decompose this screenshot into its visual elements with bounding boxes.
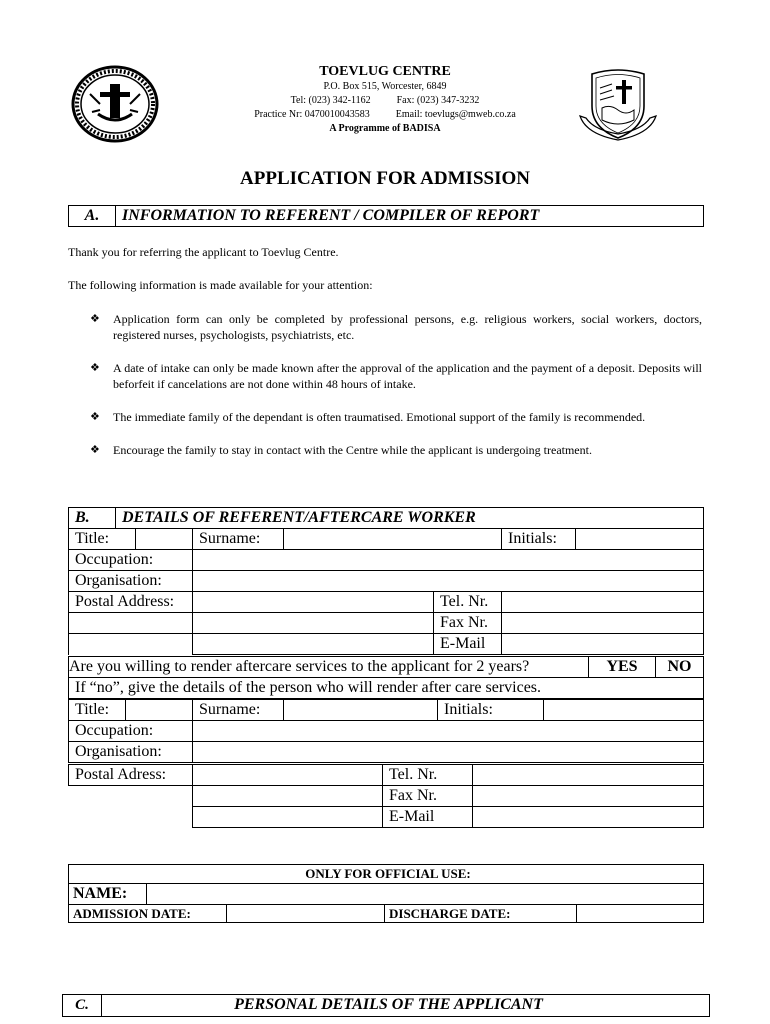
occupation-label: Occupation: — [69, 550, 193, 571]
postal-address-field-2a[interactable] — [193, 765, 383, 786]
section-a-bar — [68, 205, 704, 227]
organisation-field-2[interactable] — [193, 742, 704, 763]
diamond-bullet-icon: ❖ — [90, 411, 100, 423]
postal-address-field-2c[interactable] — [193, 807, 383, 828]
official-use-heading: ONLY FOR OFFICIAL USE: — [69, 865, 704, 884]
postal-address-field-2[interactable] — [69, 613, 193, 634]
title-field[interactable] — [136, 529, 193, 550]
name-label: NAME: — [69, 884, 147, 905]
title-label: Title: — [69, 529, 136, 550]
postal-address-label: Postal Address: — [69, 592, 193, 613]
surname-field[interactable] — [284, 529, 502, 550]
yes-option[interactable]: YES — [589, 657, 656, 678]
surname-label-2: Surname: — [193, 700, 284, 721]
postal-address-field-2b[interactable] — [193, 786, 383, 807]
admission-date-label: ADMISSION DATE: — [69, 905, 227, 923]
occupation-field[interactable] — [193, 550, 704, 571]
bullet-text: A date of intake can only be made known after the approval of the application and the payment of a deposit. Deposits will beforfeit if cancelations are not done within 48 hours of intake. — [113, 361, 702, 391]
postal-address-field-3[interactable] — [193, 613, 434, 634]
letterhead — [190, 64, 580, 136]
tel-label-2: Tel. Nr. — [383, 765, 473, 786]
bullet-text: Encourage the family to stay in contact with the Centre while the applicant is undergoing treatment. — [113, 443, 592, 457]
title-field-2[interactable] — [126, 700, 193, 721]
discharge-date-field[interactable] — [577, 905, 704, 923]
fax-field[interactable] — [502, 613, 704, 634]
list-item — [90, 409, 702, 425]
section-c-heading: PERSONAL DETAILS OF THE APPLICANT — [234, 996, 543, 1013]
practice-number: Practice Nr: 0470010043583 — [254, 109, 370, 120]
fax-label-2: Fax Nr. — [383, 786, 473, 807]
list-item — [90, 360, 702, 392]
organisation-label: Organisation: — [69, 571, 193, 592]
fax-number: Fax: (023) 347-3232 — [396, 95, 480, 106]
title-label-2: Title: — [69, 700, 126, 721]
bullet-text: The immediate family of the dependant is often traumatised. Emotional support of the family is recommended. — [113, 410, 646, 424]
occupation-field-2[interactable] — [193, 721, 704, 742]
badisa-seal-logo — [70, 64, 160, 144]
diamond-bullet-icon: ❖ — [90, 362, 100, 374]
diamond-bullet-icon: ❖ — [90, 444, 100, 456]
organisation-field[interactable] — [193, 571, 704, 592]
intro-thank-you: Thank you for referring the applicant to Toevlug Centre. — [68, 245, 339, 259]
email-field-2[interactable] — [473, 807, 704, 828]
name-field[interactable] — [147, 884, 704, 905]
practice-email-line — [190, 108, 580, 122]
email-address: Email: toevlugs@mweb.co.za — [395, 109, 516, 120]
organisation-label-2: Organisation: — [69, 742, 193, 763]
intro-attention: The following information is made available for your attention: — [68, 278, 373, 292]
initials-field[interactable] — [576, 529, 704, 550]
admission-date-field[interactable] — [227, 905, 385, 923]
surname-field-2[interactable] — [284, 700, 438, 721]
initials-label: Initials: — [502, 529, 576, 550]
postal-address: P.O. Box 515, Worcester, 6849 — [323, 81, 447, 92]
fax-field-2[interactable] — [473, 786, 704, 807]
bullet-text: Application form can only be completed by professional persons, e.g. religious workers, social workers, doctors, registered nurses, psychologists, psychiatrists, etc. — [113, 312, 702, 342]
initials-label-2: Initials: — [438, 700, 544, 721]
section-b-letter: B. — [69, 508, 116, 528]
phone-fax-line — [190, 94, 580, 108]
tel-label: Tel. Nr. — [434, 592, 502, 613]
postal-address-field-5[interactable] — [193, 634, 434, 655]
email-label-2: E-Mail — [383, 807, 473, 828]
referent-details-table — [68, 528, 704, 655]
tel-field[interactable] — [502, 592, 704, 613]
email-label: E-Mail — [434, 634, 502, 655]
information-bullet-list — [90, 311, 702, 475]
church-shield-logo — [578, 66, 658, 142]
email-field[interactable] — [502, 634, 704, 655]
section-c-letter: C. — [63, 995, 102, 1016]
if-no-instruction: If “no”, give the details of the person who will render after care services. — [69, 678, 704, 699]
list-item — [90, 311, 702, 343]
blank-cell — [69, 786, 193, 807]
official-use-table — [68, 864, 704, 923]
fax-label: Fax Nr. — [434, 613, 502, 634]
aftercare-contact-table — [68, 764, 704, 828]
postal-address-field-4[interactable] — [69, 634, 193, 655]
document-title: APPLICATION FOR ADMISSION — [240, 168, 530, 189]
discharge-date-label: DISCHARGE DATE: — [385, 905, 577, 923]
programme-line: A Programme of BADISA — [329, 123, 441, 134]
section-a-heading: INFORMATION TO REFERENT / COMPILER OF REPORT — [122, 207, 540, 224]
section-a-letter: A. — [69, 206, 116, 226]
section-c-bar — [62, 994, 710, 1017]
section-b-heading: DETAILS OF REFERENT/AFTERCARE WORKER — [122, 509, 476, 526]
occupation-label-2: Occupation: — [69, 721, 193, 742]
section-b-bar — [68, 507, 704, 529]
aftercare-question: Are you willing to render aftercare services to the applicant for 2 years? — [69, 657, 589, 678]
initials-field-2[interactable] — [544, 700, 704, 721]
postal-address-label-2: Postal Adress: — [69, 765, 193, 786]
tel-field-2[interactable] — [473, 765, 704, 786]
diamond-bullet-icon: ❖ — [90, 313, 100, 325]
surname-label: Surname: — [193, 529, 284, 550]
no-option[interactable]: NO — [656, 657, 704, 678]
telephone-number: Tel: (023) 342-1162 — [290, 95, 371, 106]
blank-cell — [69, 807, 193, 828]
aftercare-question-table — [68, 656, 704, 699]
organisation-name: TOEVLUG CENTRE — [319, 64, 451, 79]
postal-address-field-1[interactable] — [193, 592, 434, 613]
aftercare-worker-table — [68, 699, 704, 763]
list-item — [90, 442, 702, 458]
